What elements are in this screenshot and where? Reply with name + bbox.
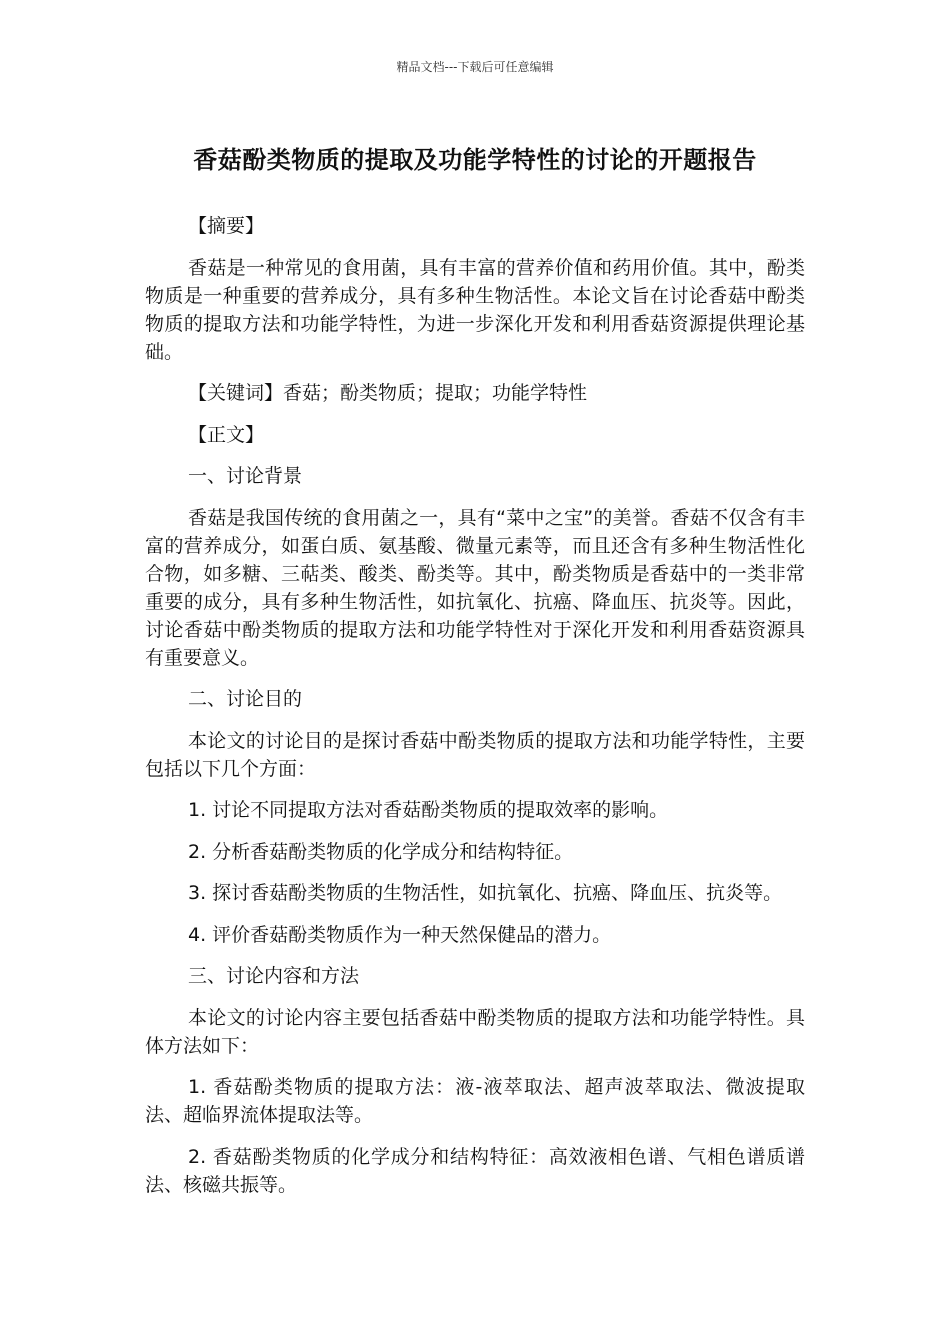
- background-paragraph: 香菇是我国传统的食用菌之一，具有“菜中之宝”的美誉。香菇不仅含有丰富的营养成分，如蛋白质、氨基酸、微量元素等，而且还含有多种生物活性化合物，如多糖、三萜类、酸类、酚类等。其中，酚类物质是香菇中的一类非常重要的成分，具有多种生物活性，如抗氧化、抗癌、降血压、抗炎等。因此，讨论香菇中酚类物质的提取方法和功能学特性对于深化开发和利用香菇资源具有重要意义。: [145, 506, 805, 669]
- keywords-line: 【关键词】香菇；酚类物质；提取；功能学特性: [188, 382, 588, 404]
- section-heading-purpose: 二、讨论目的: [188, 688, 303, 710]
- body-heading: 【正文】: [188, 423, 265, 446]
- abstract-paragraph: 香菇是一种常见的食用菌，具有丰富的营养价值和药用价值。其中，酚类物质是一种重要的营养成分，具有多种生物活性。本论文旨在讨论香菇中酚类物质的提取方法和功能学特性，为进一步深化开发和利用香菇资源提供理论基础。: [145, 256, 805, 363]
- purpose-paragraph: 本论文的讨论目的是探讨香菇中酚类物质的提取方法和功能学特性，主要包括以下几个方面：: [145, 729, 805, 780]
- section-heading-background: 一、讨论背景: [188, 465, 303, 487]
- methods-paragraph: 本论文的讨论内容主要包括香菇中酚类物质的提取方法和功能学特性。具体方法如下：: [145, 1006, 805, 1057]
- purpose-item-4: 4. 评价香菇酚类物质作为一种天然保健品的潜力。: [188, 923, 612, 946]
- purpose-item-2: 2. 分析香菇酚类物质的化学成分和结构特征。: [188, 840, 574, 863]
- document-body: [145, 212, 805, 1212]
- abstract-heading: 【摘要】: [188, 215, 265, 237]
- methods-item-2: 2. 香菇酚类物质的化学成分和结构特征：高效液相色谱、气相色谱质谱法、核磁共振等。: [145, 1145, 805, 1196]
- page-header-note: 精品文档---下载后可任意编辑: [396, 60, 554, 74]
- purpose-item-1: 1. 讨论不同提取方法对香菇酚类物质的提取效率的影响。: [188, 799, 669, 821]
- section-heading-methods: 三、讨论内容和方法: [188, 965, 360, 987]
- document-title: 香菇酚类物质的提取及功能学特性的讨论的开题报告: [193, 146, 757, 174]
- purpose-item-3: 3. 探讨香菇酚类物质的生物活性，如抗氧化、抗癌、降血压、抗炎等。: [188, 882, 783, 904]
- methods-item-1: 1. 香菇酚类物质的提取方法：液-液萃取法、超声波萃取法、微波提取法、超临界流体提取法等。: [145, 1076, 805, 1126]
